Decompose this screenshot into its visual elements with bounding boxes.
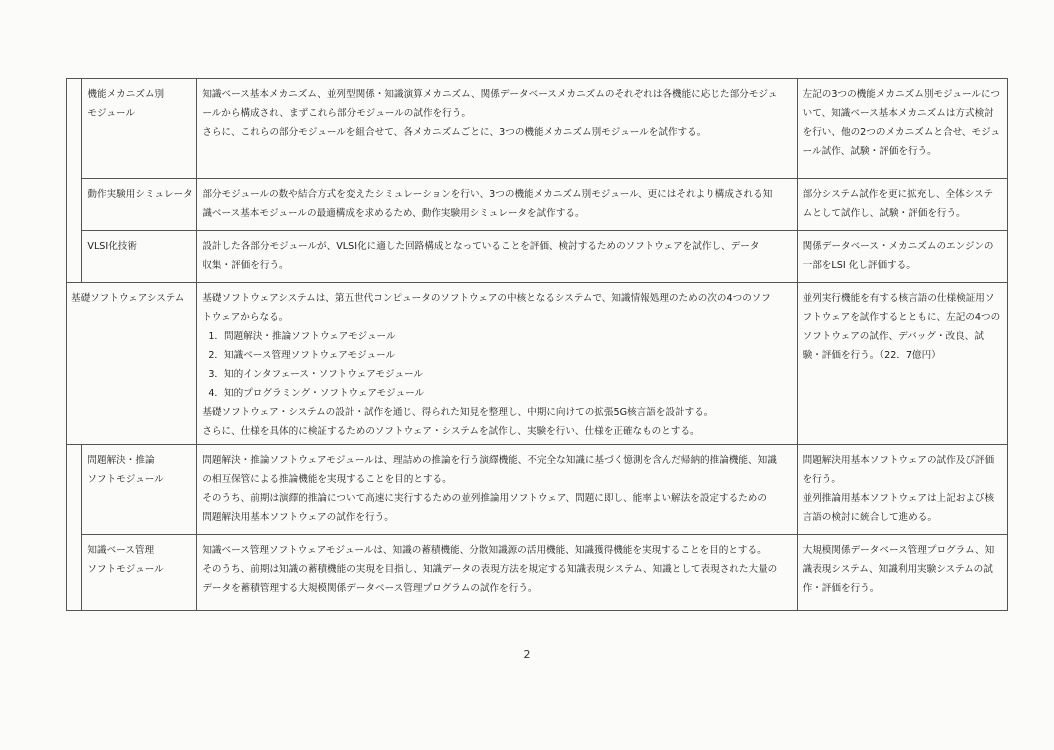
list-item: 2．知識ベース管理ソフトウェアモジュール xyxy=(208,350,396,361)
item-body xyxy=(197,535,797,611)
body-line: トウェアからなる。 xyxy=(202,312,289,323)
table-row xyxy=(67,535,1008,611)
body-line: 基礎ソフトウェア・システムの設計・試作を通じ、得られた知見を整理し、中期に向けての拡張5G核言語を設計する。 xyxy=(202,407,714,418)
item-name xyxy=(82,535,197,611)
plan-table xyxy=(66,78,1008,611)
body-line: の相互保管による推論機能を実現することを目的とする。 xyxy=(202,474,452,485)
note-text: 左記の3つの機能メカニズム別モジュールについて、知識ベース基本メカニズムは方式検討を行い、他の2つのメカニズムと合せ、モジュール試作、試験・評価を行う。 xyxy=(802,89,1001,157)
body-line: データを蓄積管理する大規模関係データベース管理プログラムの試作を行う。 xyxy=(202,583,538,594)
table-row xyxy=(67,179,1008,231)
section-name xyxy=(67,283,197,445)
note-text: 部分システム試作を更に拡充し、全体システムとして試作し、試験・評価を行う。 xyxy=(802,189,994,219)
body-line: 部分モジュールの数や結合方式を変えたシミュレーションを行い、3つの機能メカニズム別モジュール、更にはそれより構成される知 xyxy=(202,189,773,200)
note-text: 問題解決用基本ソフトウェアの試作及び評価を行う。 並列推論用基本ソフトウェアは上記および核言語の検討に統合して進める。 xyxy=(802,455,995,523)
section-note xyxy=(797,283,1007,445)
body-line: さらに、これらの部分モジュールを組合せて、各メカニズムごとに、3つの機能メカニズム別モジュールを試作する。 xyxy=(202,127,707,138)
table-row xyxy=(67,79,1008,179)
body-line: 基礎ソフトウェアシステムは、第五世代コンピュータのソフトウェアの中核となるシステムで、知識情報処理のための次の4つのソフ xyxy=(202,293,771,304)
body-line: そのうち、前期は知識の蓄積機能の実現を目指し、知識データの表現方法を規定する知識表現システム、知識として表現された大量の xyxy=(202,564,778,575)
indent-cell xyxy=(67,445,82,535)
item-body xyxy=(197,79,797,179)
body-line: 問題解決用基本ソフトウェアの試作を行う。 xyxy=(202,512,394,523)
body-line: 識ベース基本モジュールの最適構成を求めるため、動作実験用シミュレータを試作する。 xyxy=(202,208,585,219)
item-body xyxy=(197,231,797,283)
note-text: 大規模関係データベース管理プログラム、知識表現システム、知識利用実験システムの試作・評価を行う。 xyxy=(802,545,995,594)
body-line: 収集・評価を行う。 xyxy=(202,260,289,271)
note-text: 並列実行機能を有する核言語の仕様検証用ソフトウェアを試作するとともに、左記の4つのソフトウェアの試作、デバッグ・改良、試験・評価を行う。（22．7億円） xyxy=(802,293,1001,361)
body-line: 問題解決・推論ソフトウェアモジュールは、理詰めの推論を行う演繹機能、不完全な知識に基づく憶測を含んだ帰納的推論機能、知識 xyxy=(202,455,777,466)
table-row xyxy=(67,283,1008,445)
item-name xyxy=(82,231,197,283)
indent-cell xyxy=(67,231,82,283)
table-row xyxy=(67,231,1008,283)
item-name-text: VLSI化技術 xyxy=(87,241,137,252)
body-line: さらに、仕様を具体的に検証するためのソフトウェア・システムを試作し、実験を行い、仕様を正確なものとする。 xyxy=(202,426,700,437)
item-name-text: 問題解決・推論 ソフトモジュール xyxy=(87,455,164,485)
page-number: 2 xyxy=(523,648,531,661)
section-body xyxy=(197,283,797,445)
table-row xyxy=(67,445,1008,535)
item-body xyxy=(197,179,797,231)
item-name-text: 動作実験用シミュレータ xyxy=(87,189,193,200)
item-name xyxy=(82,445,197,535)
body-line: そのうち、前期は演繹的推論について高速に実行するための並列推論用ソフトウェア、問題に即し、能率よい解法を設定するための xyxy=(202,493,767,504)
body-line: 知識ベース管理ソフトウェアモジュールは、知識の蓄積機能、分散知識源の活用機能、知識獲得機能を実現することを目的とする。 xyxy=(202,545,767,556)
item-note xyxy=(797,179,1007,231)
item-name xyxy=(82,79,197,179)
item-note xyxy=(797,445,1007,535)
body-line: 知識ベース基本メカニズム、並列型関係・知識演算メカニズム、関係データベースメカニズムのそれぞれは各機能に応じた部分モジュ xyxy=(202,89,778,100)
item-name xyxy=(82,179,197,231)
body-line: 設計した各部分モジュールが、VLSI化に適した回路構成となっていることを評価、検討するためのソフトウェアを試作し、データ xyxy=(202,241,760,252)
list-item: 1．問題解決・推論ソフトウェアモジュール xyxy=(208,331,396,342)
note-text: 関係データベース・メカニズムのエンジンの一部をLSI 化し評価する。 xyxy=(802,241,994,271)
list-item: 4．知的プログラミング・ソフトウェアモジュール xyxy=(208,388,425,399)
section-name-text: 基礎ソフトウェアシステム xyxy=(71,293,185,304)
item-name-text: 機能メカニズム別 モジュール xyxy=(87,89,165,119)
list-item: 3．知的インタフェース・ソフトウェアモジュール xyxy=(208,369,423,380)
indent-cell xyxy=(67,79,82,179)
item-note xyxy=(797,535,1007,611)
indent-cell xyxy=(67,535,82,611)
item-note xyxy=(797,79,1007,179)
item-name-text: 知識ベース管理 ソフトモジュール xyxy=(87,545,164,575)
item-body xyxy=(197,445,797,535)
body-line: ールから構成され、まずこれら部分モジュールの試作を行う。 xyxy=(202,108,471,119)
indent-cell xyxy=(67,179,82,231)
item-note xyxy=(797,231,1007,283)
